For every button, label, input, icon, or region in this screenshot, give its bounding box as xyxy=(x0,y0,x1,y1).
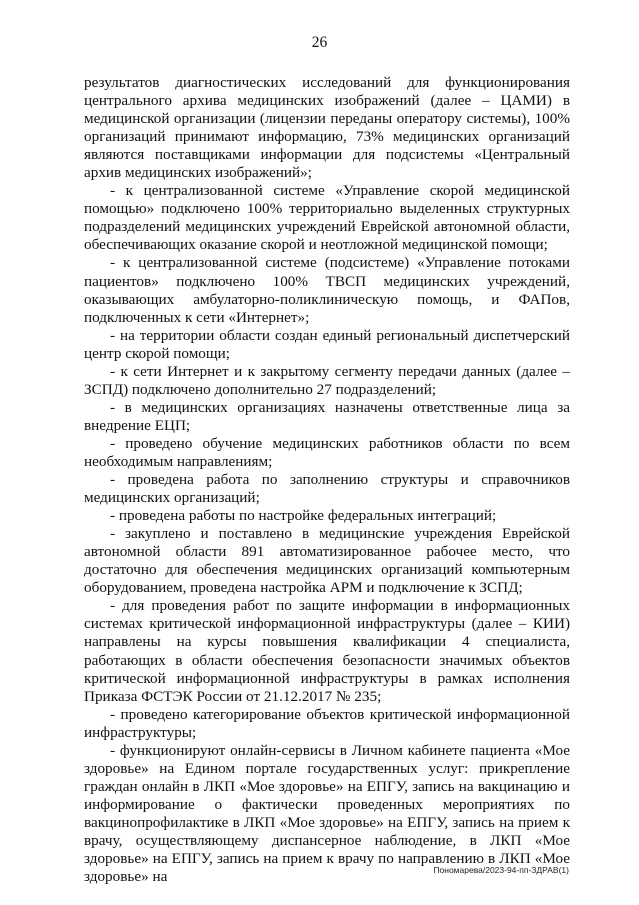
document-body xyxy=(84,74,570,886)
paragraph-kii-categorization: - проведено категорирование объектов критической информационной инфраструктуры; xyxy=(84,705,570,741)
paragraph-ambulance-system: - к централизованной системе «Управление скорой медицинской помощью» подключено 100% территориально выделенных структурных подразделений медицинских учреждений Еврейской автономной области, обеспечивающих оказание скорой и неотложной медицинской помощи; xyxy=(84,182,570,254)
paragraph-kii-training: - для проведения работ по защите информации в информационных системах критической информационной инфраструктуры (далее – КИИ) направлены на курсы повышения квалификации 4 специалиста, работающих в области обеспечения безопасности значимых объектов критической информационной инфраструктуры в рамках исполнения Приказа ФСТЭК России от 21.12.2017 № 235; xyxy=(84,597,570,705)
paragraph-federal-integrations: - проведена работы по настройке федеральных интеграций; xyxy=(110,507,497,525)
paragraph-dispatch-center: - на территории области создан единый региональный диспетчерский центр скорой помощи; xyxy=(84,326,570,362)
paragraph-responsible-persons: - в медицинских организациях назначены ответственные лица за внедрение ЕЦП; xyxy=(84,398,570,434)
paragraph-cami: результатов диагностических исследований для функционирования центрального архива медицинских изображений (далее – ЦАМИ) в медицинской организации (лицензии переданы оператору системы), 100% организаций принимают информацию, 73% медицинских организаций являются поставщиками информации для подсистемы «Центральный архив медицинских изображений»; xyxy=(84,74,570,182)
paragraph-network: - к сети Интернет и к закрытому сегменту передачи данных (далее – ЗСПД) подключено дополнительно 27 подразделений; xyxy=(84,362,570,398)
page-number: 26 xyxy=(311,34,328,51)
paragraph-patient-flow: - к централизованной системе (подсистеме) «Управление потоками пациентов» подключено 100% ТВСП медицинских учреждений, оказывающих амбулаторно-поликлиническую помощь, и ФАПов, подключенных к сети «Интернет»; xyxy=(84,254,570,326)
paragraph-online-services: - функционируют онлайн-сервисы в Личном кабинете пациента «Мое здоровье» на Едином портале государственных услуг: прикрепление граждан онлайн в ЛКП «Мое здоровье» на ЕПГУ, запись на вакцинацию и информирование о фактически проведенных мероприятиях по вакцинопрофилактике в ЛКП «Мое здоровье» на ЕПГУ, запись на прием к врачу, осуществляющему диспансерное наблюдение, в ЛКП «Мое здоровье» на ЕПГУ, запись на прием к врачу по направлению в ЛКП «Мое здоровье» на xyxy=(84,741,570,886)
footer-document-code: Пономарева/2023-94-пп-ЗДРАВ(1) xyxy=(433,865,569,875)
paragraph-workstations: - закуплено и поставлено в медицинские учреждения Еврейской автономной области 891 автоматизированное рабочее место, что достаточно для обеспечения медицинских организаций компьютерным оборудованием, проведена настройка АРМ и подключение к ЗСПД; xyxy=(84,525,570,597)
paragraph-structure: - проведена работа по заполнению структуры и справочников медицинских организаций; xyxy=(84,471,570,507)
paragraph-training: - проведено обучение медицинских работников области по всем необходимым направлениям; xyxy=(84,434,570,470)
